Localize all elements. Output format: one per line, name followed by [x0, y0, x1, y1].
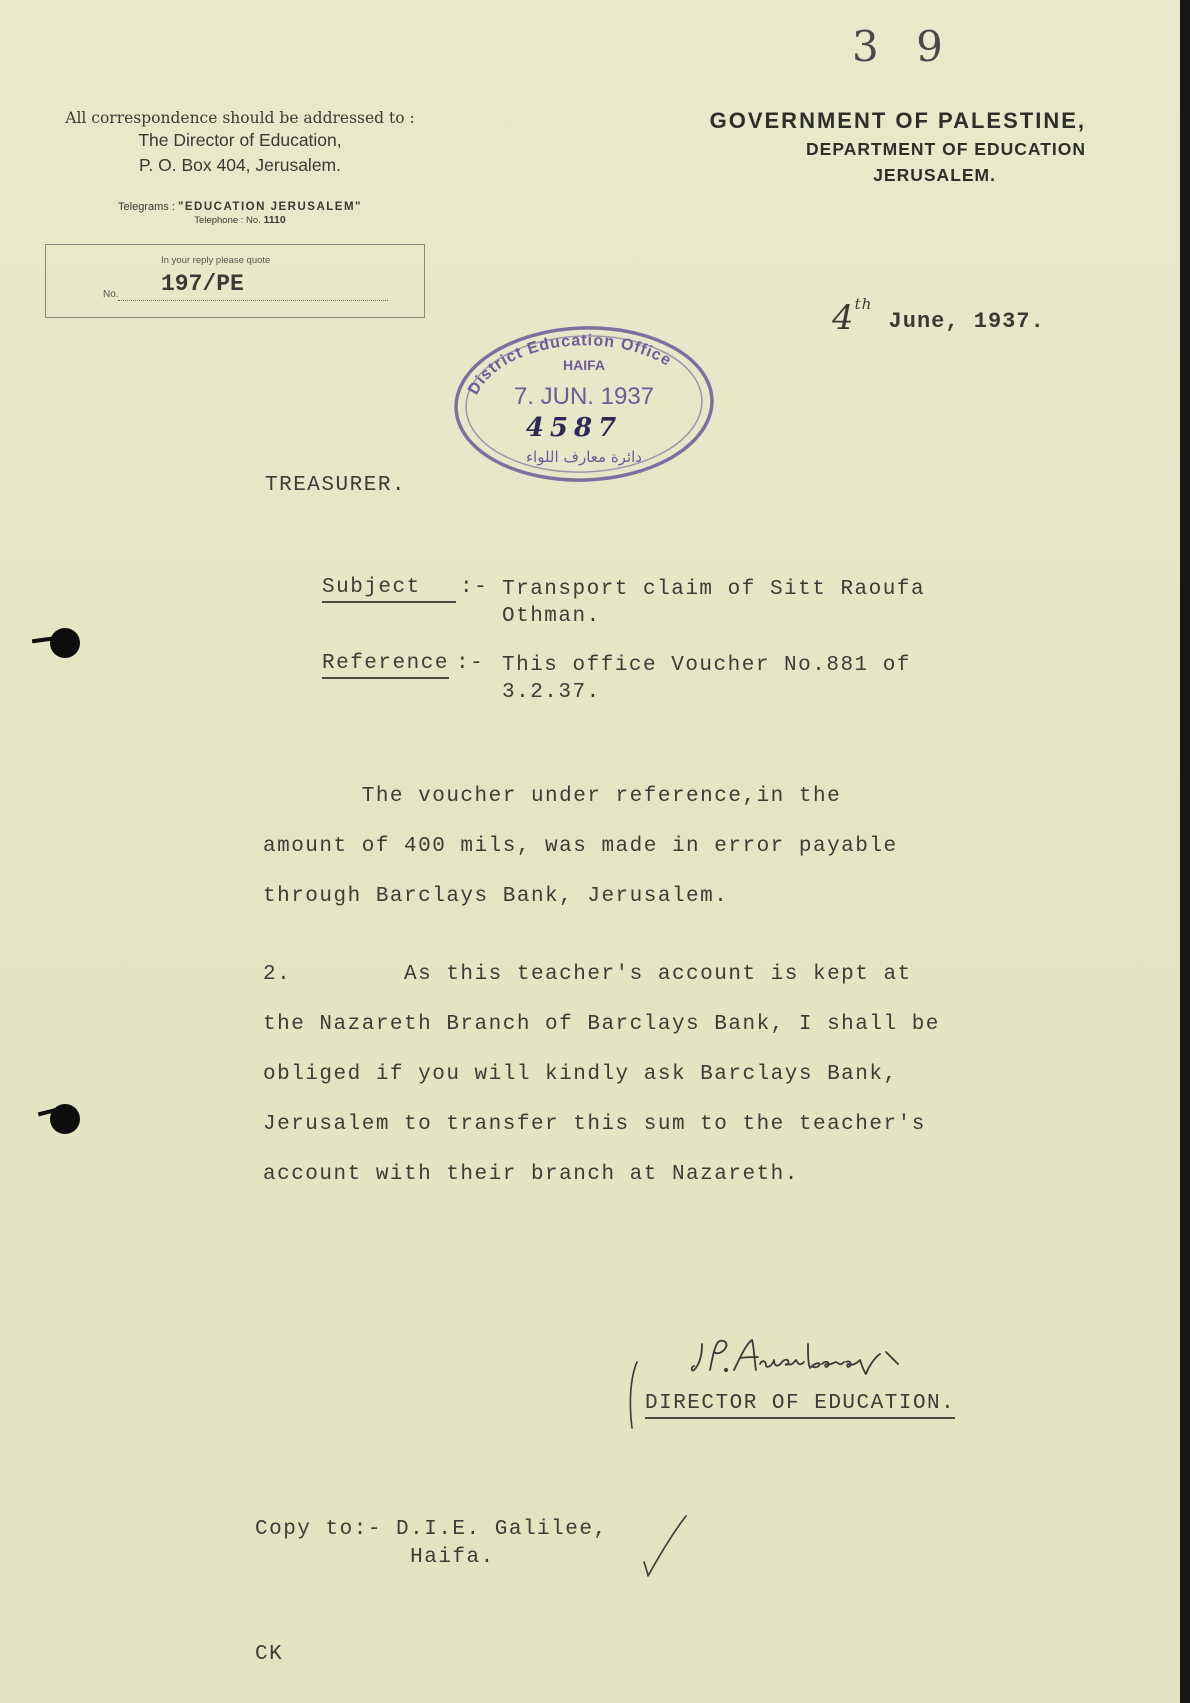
letterhead-title: GOVERNMENT OF PALESTINE,	[709, 108, 1086, 133]
subject-label: Subject	[322, 576, 456, 603]
received-stamp	[434, 314, 744, 496]
subject-text	[502, 576, 925, 630]
paragraph-line: amount of 400 mils, was made in error payable	[263, 835, 898, 858]
letter-date	[832, 296, 1045, 336]
tick-mark-icon	[640, 1512, 690, 1578]
reply-prompt: In your reply please quote	[161, 255, 271, 266]
reference-field	[322, 652, 911, 704]
paragraph-1	[263, 772, 898, 922]
stamp-office-text: District Education Office	[465, 332, 675, 398]
telegrams-address: "EDUCATION JERUSALEM"	[177, 201, 362, 213]
letterhead-department: DEPARTMENT OF EDUCATION	[806, 139, 1086, 159]
subject-line: Othman.	[502, 605, 601, 628]
paragraph-line: obliged if you will kindly ask Barclays Bank,	[263, 1063, 898, 1086]
handwritten-signature	[690, 1330, 910, 1390]
scan-edge	[1180, 0, 1190, 1703]
date-day: 4	[832, 298, 855, 338]
copy-to-line: Haifa.	[255, 1546, 495, 1569]
subject-field	[322, 576, 926, 628]
signatory-title: DIRECTOR OF EDUCATION.	[645, 1392, 955, 1419]
correspondence-note: All correspondence should be addressed to :	[65, 109, 415, 127]
subject-line: Transport claim of Sitt Raoufa	[502, 578, 926, 601]
reference-label: Reference	[322, 652, 449, 679]
paragraph-line: through Barclays Bank, Jerusalem.	[263, 885, 729, 908]
reference-number-line	[118, 300, 388, 301]
reply-reference-box	[45, 244, 425, 318]
reference-number-label: No.	[103, 289, 119, 300]
punch-hole-icon	[50, 1104, 80, 1134]
punch-hole-icon	[50, 628, 80, 658]
copy-to-block	[255, 1516, 608, 1572]
addressee: TREASURER.	[265, 474, 407, 497]
reference-text	[502, 652, 911, 706]
stamp-city: HAIFA	[563, 357, 605, 373]
telegrams-row	[40, 200, 440, 214]
reference-number-value: 197/PE	[161, 271, 244, 297]
sender-address	[40, 108, 440, 178]
letterhead-city: JERUSALEM.	[873, 165, 996, 185]
page-number: 3 9	[852, 22, 955, 71]
reference-separator: :-	[456, 652, 485, 675]
subject-separator: :-	[460, 576, 489, 599]
sender-address-line: P. O. Box 404, Jerusalem.	[138, 155, 341, 175]
paragraph-line: 2. As this teacher's account is kept at	[263, 963, 912, 986]
signature-bracket	[626, 1360, 640, 1430]
paragraph-2	[263, 950, 940, 1200]
paragraph-line: Jerusalem to transfer this sum to the teacher's	[263, 1113, 926, 1136]
date-suffix: th	[854, 295, 873, 313]
sender-address-line: The Director of Education,	[138, 130, 342, 150]
stamp-date: 7. JUN. 1937	[513, 383, 655, 410]
paragraph-line: The voucher under reference,in the	[263, 785, 842, 808]
stamp-number: 4587	[525, 413, 623, 443]
stamp-arabic-text: دائرة معارف اللواء	[525, 448, 643, 466]
telephone-row	[40, 214, 440, 227]
reference-line: This office Voucher No.881 of	[502, 654, 911, 677]
letterhead	[600, 106, 1086, 188]
paragraph-line: account with their branch at Nazareth.	[263, 1163, 799, 1186]
telegrams-block	[40, 200, 440, 227]
typist-initials: CK	[255, 1643, 284, 1666]
telephone-label: Telephone : No.	[194, 215, 261, 226]
paragraph-line: the Nazareth Branch of Barclays Bank, I shall be	[263, 1013, 940, 1036]
telegrams-label: Telegrams :	[118, 201, 175, 213]
copy-to-line: Copy to:- D.I.E. Galilee,	[255, 1518, 608, 1541]
date-month-year: June, 1937.	[888, 309, 1045, 334]
reference-line: 3.2.37.	[502, 681, 601, 704]
telephone-number: 1110	[263, 214, 286, 226]
